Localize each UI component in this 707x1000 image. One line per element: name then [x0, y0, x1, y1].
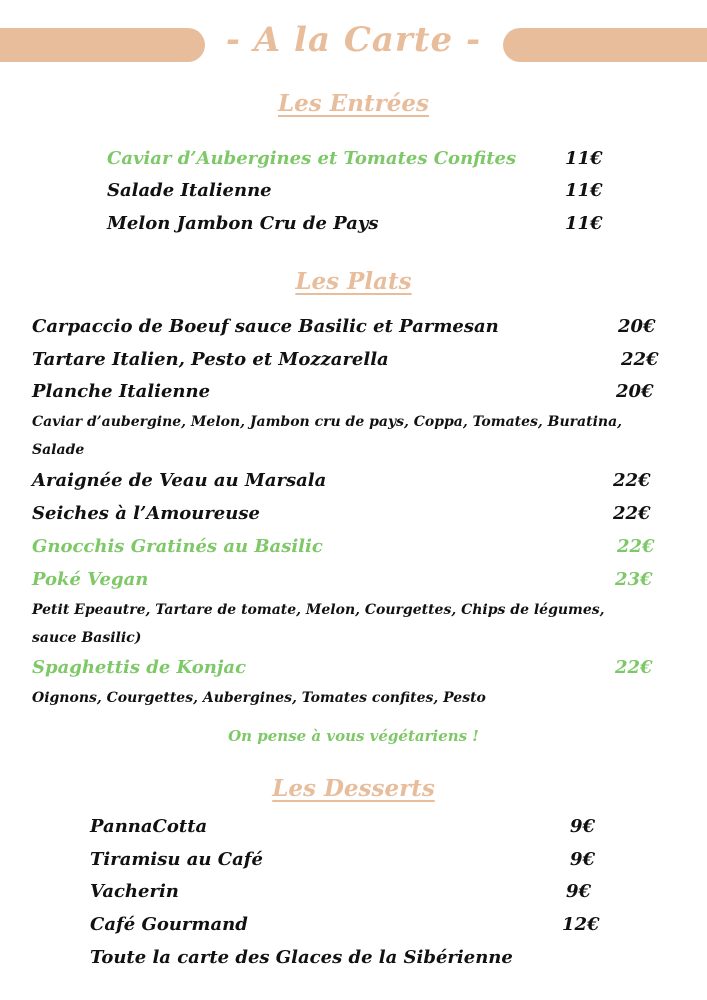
section-heading-desserts: Les Desserts: [272, 775, 435, 802]
item-description: sauce Basilic): [32, 630, 142, 646]
item-name: Planche Italienne: [32, 381, 211, 402]
item-name: PannaCotta: [90, 816, 208, 837]
item-name: Café Gourmand: [90, 914, 248, 935]
item-name: Gnocchis Gratinés au Basilic: [32, 536, 323, 557]
item-name: Melon Jambon Cru de Pays: [107, 213, 379, 234]
item-price: 22€: [621, 349, 659, 370]
item-name: Carpaccio de Boeuf sauce Basilic et Parmesan: [32, 316, 499, 337]
section-heading-plats: Les Plats: [295, 268, 412, 295]
item-description: Oignons, Courgettes, Aubergines, Tomates confites, Pesto: [32, 690, 486, 706]
item-name: Toute la carte des Glaces de la Sibérienne: [90, 947, 513, 968]
item-price: 22€: [615, 657, 653, 678]
item-price: 22€: [617, 536, 655, 557]
item-name: Poké Vegan: [32, 569, 149, 590]
item-price: 9€: [570, 849, 596, 870]
item-price: 22€: [613, 470, 651, 491]
item-price: 20€: [618, 316, 656, 337]
item-price: 20€: [616, 381, 654, 402]
vegetarian-note: On pense à vous végétariens !: [228, 727, 479, 745]
section-heading-entrees: Les Entrées: [278, 90, 429, 117]
item-price: 9€: [566, 881, 592, 902]
item-name: Caviar d’Aubergines et Tomates Confites: [107, 148, 517, 169]
item-price: 22€: [613, 503, 651, 524]
item-name: Spaghettis de Konjac: [32, 657, 247, 678]
item-price: 11€: [565, 213, 603, 234]
item-price: 12€: [562, 914, 600, 935]
item-name: Vacherin: [90, 881, 179, 902]
item-name: Tiramisu au Café: [90, 849, 263, 870]
item-price: 23€: [615, 569, 653, 590]
item-description: Caviar d’aubergine, Melon, Jambon cru de pays, Coppa, Tomates, Buratina,: [32, 414, 623, 430]
item-name: Araignée de Veau au Marsala: [32, 470, 327, 491]
item-price: 11€: [565, 148, 603, 169]
item-name: Seiches à l’Amoureuse: [32, 503, 260, 524]
item-price: 9€: [570, 816, 596, 837]
item-name: Salade Italienne: [107, 180, 272, 201]
item-name: Tartare Italien, Pesto et Mozzarella: [32, 349, 389, 370]
item-description: Salade: [32, 442, 85, 458]
item-price: 11€: [565, 180, 603, 201]
menu-title: - A la Carte -: [225, 20, 482, 60]
item-description: Petit Epeautre, Tartare de tomate, Melon, Courgettes, Chips de légumes,: [32, 602, 605, 618]
